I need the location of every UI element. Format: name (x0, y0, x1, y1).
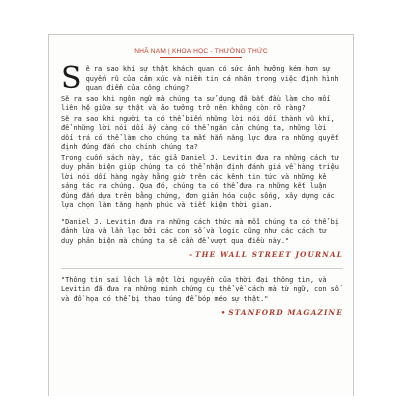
review-source-1 (61, 250, 343, 260)
drop-cap: S (61, 61, 82, 96)
source-name: STANFORD MAGAZINE (228, 308, 343, 317)
cover-frame (48, 34, 354, 396)
publisher-label: NHÃ NAM | KHOA HỌC - THƯỜNG THỨC (134, 48, 268, 55)
blurb-paragraph-2: Sẽ ra sao khi ngôn ngữ mà chúng ta sử dụng đã bắt đầu làm cho mối liên hệ giữa sự thật và ảo tưởng trở nên không còn rõ ràng? (61, 94, 331, 112)
blurb-paragraph-4: Trong cuốn sách này, tác giả Daniel J. Levitin đưa ra những cách tư duy phản biện giúp chúng ta có thể nhận định đánh giá về hàng triệu lời nói dối hàng ngày hằng giờ trên các kênh tin tức và những kẻ sáng tác ra chúng. Qua đó, chúng ta có thể đưa ra những kết luận đúng đắn dựa trên bằng chứng, đơn giản hóa cuộc sống, xây dựng các lựa chọn làm tăng hạnh phúc và tiết kiệm thời gian. (61, 153, 339, 209)
review-quote-2: "Thông tin sai lệch là một lời nguyền của thời đại thông tin, và Levitin đã đưa ra những minh chứng cụ thể về cách mà từ ngữ, con số và đồ họa có thể bị thao túng để bóp méo sự thật." (61, 275, 339, 303)
review-quote-1: "Daniel J. Levitin đưa ra những cách thức mà mỗi chúng ta có thể bị đánh lừa và lần lạc bởi các con số và logic cũng như các cách tư duy phản biện mà chúng ta sẽ cần để vượt qua điều này." (61, 217, 339, 245)
publisher-header (49, 48, 353, 58)
header-underline (160, 57, 242, 58)
source-dash: - (189, 250, 193, 259)
source-name: THE WALL STREET JOURNAL (195, 250, 343, 259)
blurb-paragraph-1 (61, 61, 343, 96)
paragraph-text: ẽ ra sao khi sự thật khách quan có sức ảnh hưởng kém hơn sự quyến rũ của cảm xúc và niềm tin cá nhân trong việc định hình quan điểm của công chúng? (85, 65, 339, 92)
source-dash: • (220, 308, 226, 317)
review-source-2 (61, 308, 343, 318)
blurb-body (61, 61, 343, 318)
blurb-paragraph-3: Sẽ ra sao khi người ta có thể biến những lời nói dối thành vũ khí, để những lời nói dối ấy càng có thể ngăn cản chúng ta, những lời dối trá có thể làm cho chúng ta mất hẳn năng lực đưa ra những quyết định đúng đắn cho chính chúng ta? (61, 114, 339, 151)
quote-divider (61, 268, 343, 269)
